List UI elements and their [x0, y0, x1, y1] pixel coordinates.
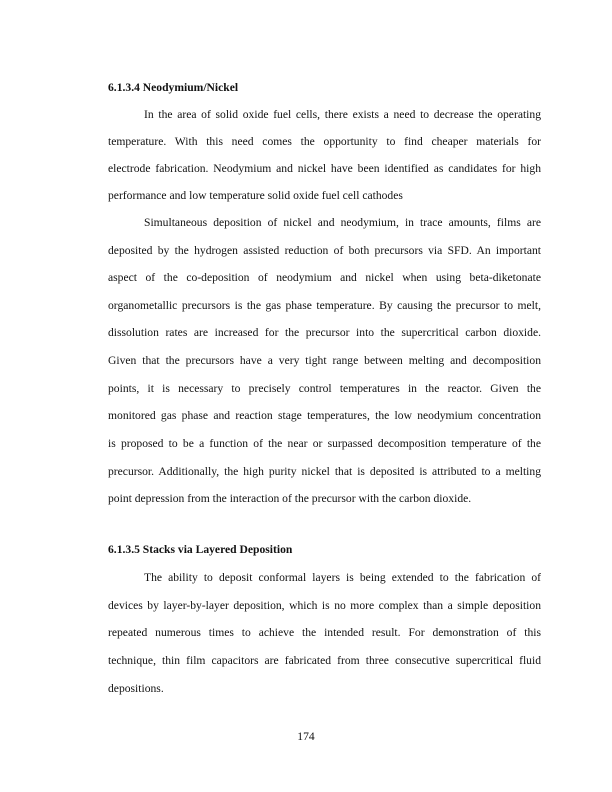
paragraph-line: points, it is necessary to precisely control temperatures in the reactor. Given the — [108, 381, 541, 395]
paragraph-line: performance and low temperature solid oxide fuel cell cathodes — [108, 189, 403, 202]
paragraph-line: repeated numerous times to achieve the intended result. For demonstration of this — [108, 626, 541, 639]
paragraph-line: Simultaneous deposition of nickel and neodymium, in trace amounts, films are — [144, 216, 541, 229]
paragraph-line: monitored gas phase and reaction stage temperatures, the low neodymium concentration — [108, 409, 541, 422]
paragraph-line: technique, thin film capacitors are fabricated from three consecutive supercritical fluid — [108, 654, 541, 667]
section-heading-stacks-layered-deposition: 6.1.3.5 Stacks via Layered Deposition — [108, 543, 293, 556]
paragraph-line: organometallic precursors is the gas phase temperature. By causing the precursor to melt, — [108, 298, 541, 312]
paragraph-line: deposited by the hydrogen assisted reduction of both precursors via SFD. An important — [108, 243, 541, 257]
paragraph-line: temperature. With this need comes the opportunity to find cheaper materials for — [108, 135, 541, 148]
paragraph-line: precursor. Additionally, the high purity nickel that is deposited is attributed to a melting — [108, 464, 541, 478]
paragraph-line: electrode fabrication. Neodymium and nickel have been identified as candidates for high — [108, 162, 541, 175]
paragraph-line: In the area of solid oxide fuel cells, there exists a need to decrease the operating — [144, 108, 541, 121]
section-heading-neodymium-nickel: 6.1.3.4 Neodymium/Nickel — [108, 81, 239, 94]
page-number: 174 — [297, 730, 315, 743]
paragraph-line: The ability to deposit conformal layers is being extended to the fabrication of — [144, 571, 541, 584]
paragraph-line: is proposed to be a function of the near or surpassed decomposition temperature of the — [108, 437, 541, 450]
paragraph-line: devices by layer-by-layer deposition, which is no more complex than a simple deposition — [108, 598, 541, 612]
paragraph-line: aspect of the co-deposition of neodymium and nickel when using beta-diketonate — [108, 271, 541, 284]
paragraph-line: point depression from the interaction of the precursor with the carbon dioxide. — [108, 492, 472, 505]
paragraph-line: dissolution rates are increased for the precursor into the supercritical carbon dioxide. — [108, 326, 541, 339]
paragraph-line: depositions. — [108, 681, 164, 695]
paragraph-line: Given that the precursors have a very tight range between melting and decomposition — [108, 354, 541, 367]
